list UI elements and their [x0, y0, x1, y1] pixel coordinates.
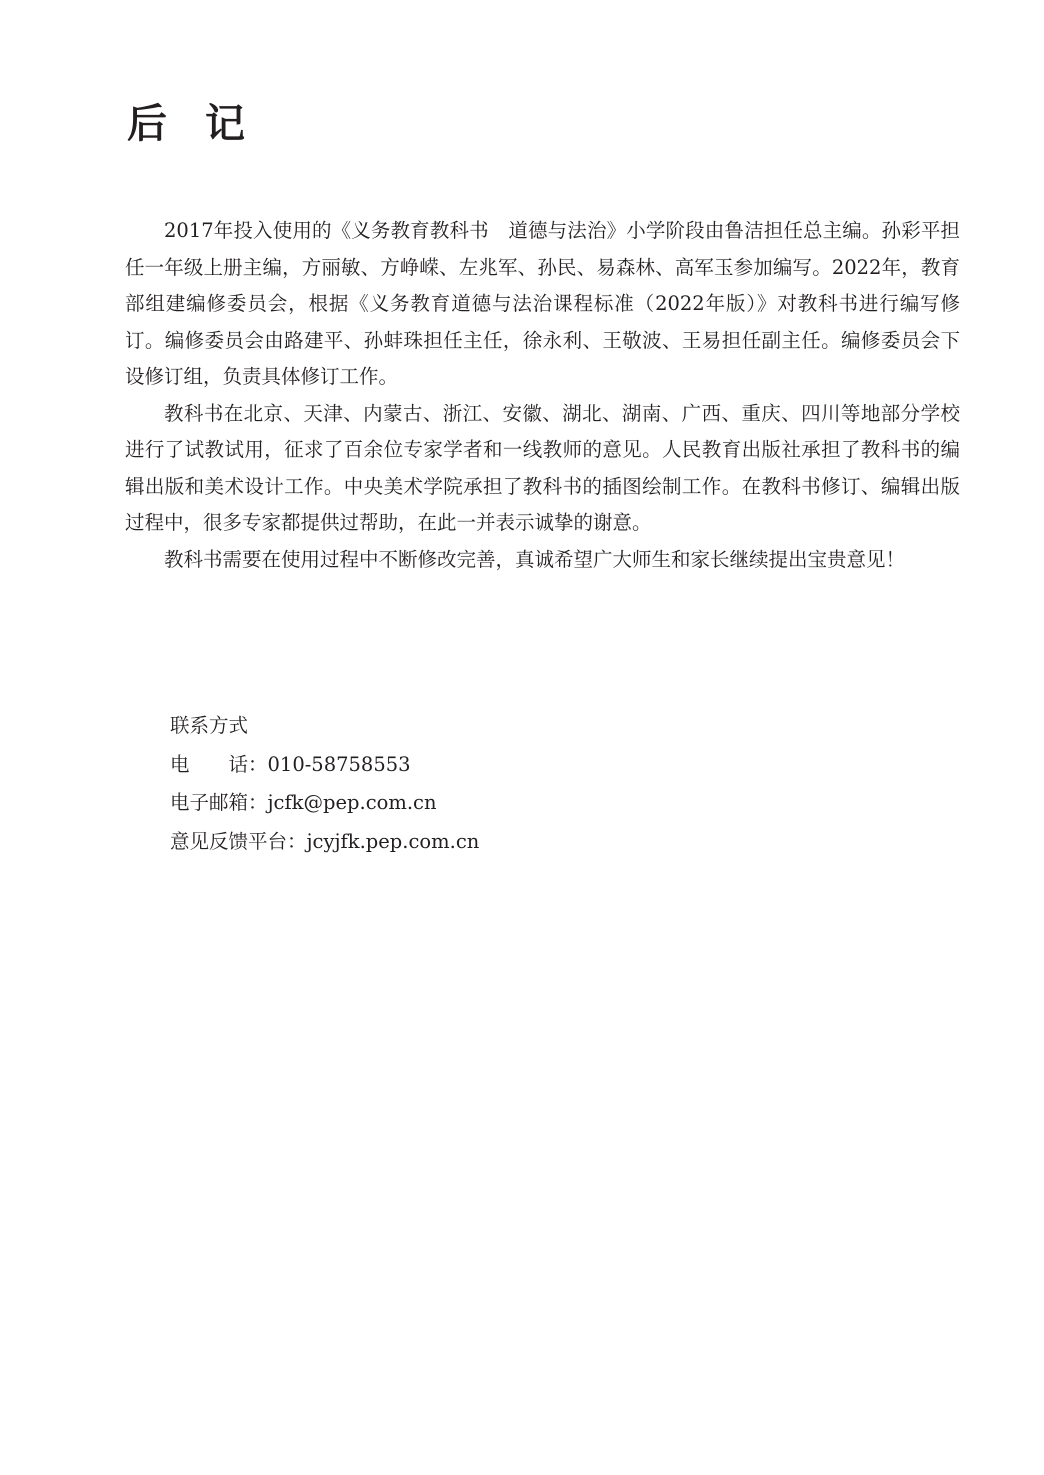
contact-block [170, 707, 479, 861]
paragraph-2: 教科书在北京、天津、内蒙古、浙江、安徽、湖北、湖南、广西、重庆、四川等地部分学校进行了试教试用，征求了百余位专家学者和一线教师的意见。人民教育出版社承担了教科书的编辑出版和美术设计工作。中央美术学院承担了教科书的插图绘制工作。在教科书修订、编辑出版过程中，很多专家都提供过帮助，在此一并表示诚挚的谢意。 [125, 401, 960, 534]
afterword-body [125, 213, 960, 578]
paragraph-1: 2017年投入使用的《义务教育教科书 道德与法治》小学阶段由鲁洁担任总主编。孙彩平担任一年级上册主编，方丽敏、方峥嵘、左兆军、孙民、易森林、高军玉参加编写。2022年，教育部组建编修委员会，根据《义务教育道德与法治课程标准（2022年版）》对教科书进行编写修订。编修委员会由路建平、孙蚌珠担任主任，徐永利、王敬波、王易担任副主任。编修委员会下设修订组，负责具体修订工作。 [125, 219, 960, 388]
page-title: 后记 [127, 101, 283, 147]
contact-heading: 联系方式 [170, 714, 249, 737]
contact-feedback-platform: 意见反馈平台：jcyjfk.pep.com.cn [170, 829, 480, 853]
paragraph-3: 教科书需要在使用过程中不断修改完善，真诚希望广大师生和家长继续提出宝贵意见！ [164, 547, 906, 571]
contact-email: 电子邮箱：jcfk@pep.com.cn [170, 791, 437, 814]
contact-phone: 电 话：010-58758553 [170, 752, 411, 776]
